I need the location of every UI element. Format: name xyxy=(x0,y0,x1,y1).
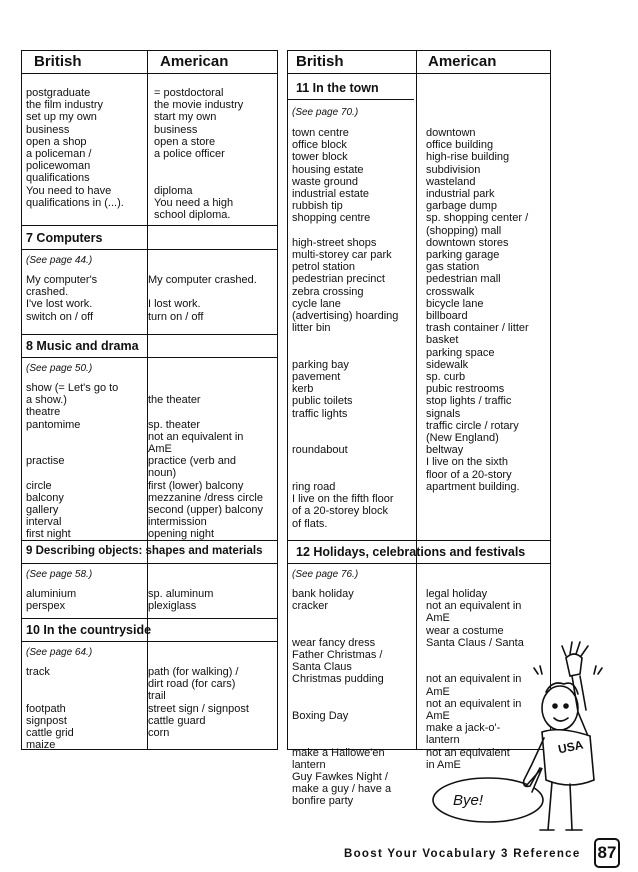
section-divider xyxy=(22,563,277,564)
music-american: the theater sp. theater not an equivalent in AmE practice (verb and noun) first (lower) balcony mezzanine /dress circle second (upper) balcony intermission opening night xyxy=(148,394,263,541)
section-title-holidays: 12 Holidays, celebrations and festivals xyxy=(296,545,526,559)
page-ref: (See page 58.) xyxy=(26,569,93,580)
section-title-music: 8 Music and drama xyxy=(26,339,139,353)
section-title-computers: 7 Computers xyxy=(26,231,103,245)
page-ref: (See page 44.) xyxy=(26,255,93,266)
section-divider xyxy=(22,357,277,358)
town-american: downtown office building high-rise building subdivision wasteland industrial park garbage dump sp. shopping center / (shopping) mall downtown stores parking garage gas station pedestrian mall crosswalk bicycle lane billboard trash container / litter basket parking space sidewalk sp. curb pubic restrooms stop lights / traffic signals traffic circle / rotary (New England) beltway I live on the sixth floor of a 20-story apartment building. xyxy=(426,127,529,493)
countryside-american: path (for walking) / dirt road (for cars) trail street sign / signpost cattle guard corn xyxy=(148,666,249,740)
left-table-header xyxy=(22,51,277,74)
speech-bubble: Bye! xyxy=(453,792,484,809)
shapes-british: aluminium perspex xyxy=(26,588,77,613)
american-header: American xyxy=(160,53,229,70)
left-vocabulary-table xyxy=(21,50,278,750)
page-ref: (See page 50.) xyxy=(26,363,93,374)
section-divider xyxy=(22,618,277,619)
computers-british: My computer's crashed. I've lost work. switch on / off xyxy=(26,274,98,323)
section-divider xyxy=(288,540,550,541)
section-divider xyxy=(288,563,550,564)
intro-british: postgraduate the film industry set up my own business open a shop a policeman / policewoman qualifications You need to have qualifications in (...). xyxy=(26,87,124,209)
section-title-countryside: 10 In the countryside xyxy=(26,623,152,637)
holidays-american: legal holiday not an equivalent in AmE wear a costume Santa Claus / Santa not an equivalent in AmE not an equivalent in AmE make a jack-o'- lantern not an equivalent in AmE xyxy=(426,588,524,771)
section-divider xyxy=(22,334,277,335)
section-title-shapes: 9 Describing objects: shapes and materials xyxy=(26,545,263,557)
british-header: British xyxy=(296,53,344,70)
shirt-text: USA xyxy=(556,737,585,757)
shapes-american: sp. aluminum plexiglass xyxy=(148,588,214,613)
american-header: American xyxy=(428,53,497,70)
countryside-british: track footpath signpost cattle grid maize xyxy=(26,666,74,752)
waving-boy-illustration xyxy=(420,640,638,840)
music-british: show (= Let's go to a show.) theatre pantomime practise circle balcony gallery interval first night xyxy=(26,382,119,541)
section-divider xyxy=(22,641,277,642)
town-british: town centre office block tower block housing estate waste ground industrial estate rubbish tip shopping centre high-street shops multi-storey car park petrol station pedestrian precinct zebra crossing cycle lane (advertising) hoarding litter bin parking bay pavement kerb public toilets traffic lights roundabout ring road I live on the fifth floor of a 20-storey block of flats. xyxy=(292,127,399,530)
section-divider xyxy=(288,99,414,100)
column-divider xyxy=(416,51,417,749)
section-divider xyxy=(22,540,277,541)
section-divider xyxy=(22,249,277,250)
page-number: 87 xyxy=(594,838,620,868)
british-header: British xyxy=(34,53,82,70)
section-title-town: 11 In the town xyxy=(296,81,379,95)
footer-title: Boost Your Vocabulary 3 Reference xyxy=(344,848,581,860)
intro-american: = postdoctoral the movie industry start my own business open a store a police officer diploma You need a high school diploma. xyxy=(154,87,244,222)
computers-american: My computer crashed. I lost work. turn on / off xyxy=(148,274,257,323)
page-ref: (See page 64.) xyxy=(26,647,93,658)
section-divider xyxy=(22,225,277,226)
page-ref: (See page 70.) xyxy=(292,107,359,118)
right-table-header xyxy=(288,51,550,74)
page-ref: (See page 76.) xyxy=(292,569,359,580)
holidays-british: bank holiday cracker wear fancy dress Father Christmas / Santa Claus Christmas pudding Boxing Day make a Hallowe'en lantern Guy Fawkes Night / make a guy / have a bonfire party xyxy=(292,588,392,808)
